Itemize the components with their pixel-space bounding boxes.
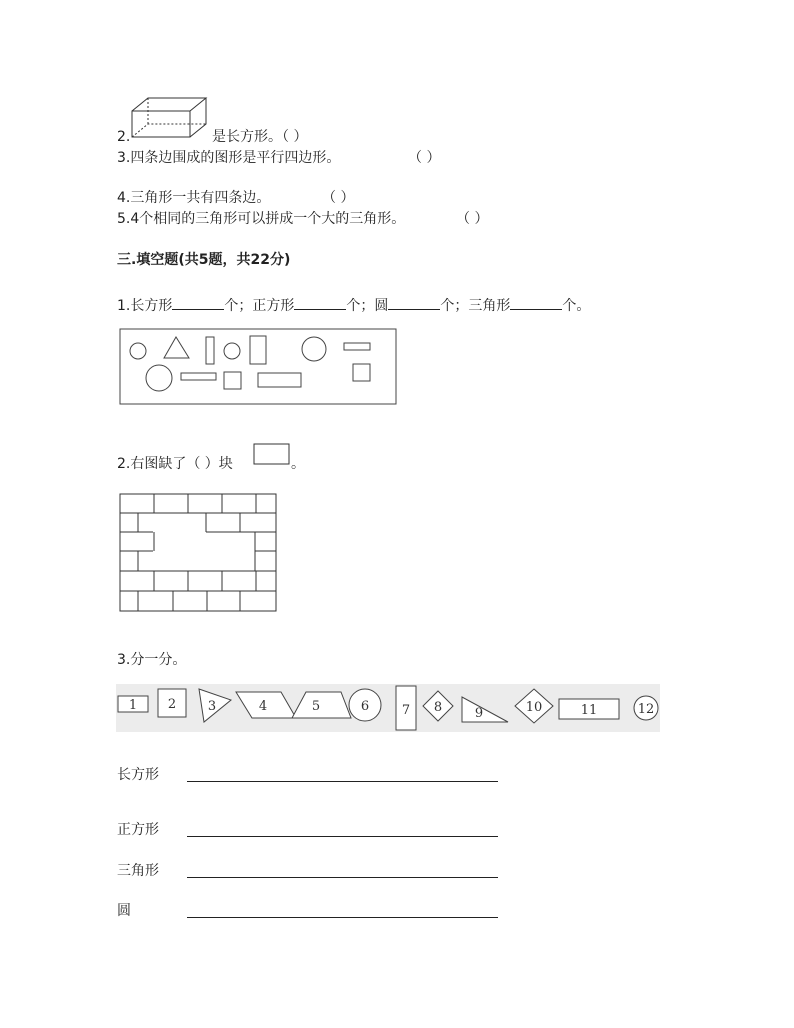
wide-rectangle: [258, 373, 301, 387]
thin-rectangle: [206, 337, 214, 364]
fill-q1-prefix: 1.长方形: [117, 298, 173, 314]
blank-4: [510, 295, 562, 310]
category-circle: 圆: [117, 903, 131, 919]
flat-rectangle-mid: [181, 373, 216, 380]
shape-label-12: 12: [637, 702, 655, 717]
fill-q1-line: [117, 295, 590, 315]
shape-label-7: 7: [401, 703, 411, 718]
category-triangle: 三角形: [117, 863, 159, 879]
shape-label-9: 9: [474, 706, 484, 721]
category-square: 正方形: [117, 822, 159, 838]
blank-1: [172, 295, 224, 310]
shape-label-4: 4: [258, 699, 268, 714]
blank-3: [388, 295, 440, 310]
brick-icon: [253, 443, 291, 465]
tall-rectangle: [250, 336, 266, 364]
category-rectangle: 长方形: [117, 767, 159, 783]
fill-q3-text: 3.分一分。: [117, 652, 187, 668]
circle-medium: [302, 337, 326, 361]
flat-rectangle-top: [344, 343, 370, 350]
answer-line-square[interactable]: [187, 836, 498, 837]
judge-q3-text: 3.四条边围成的图形是平行四边形。: [117, 150, 341, 166]
circle-large: [146, 365, 172, 391]
answer-line-triangle[interactable]: [187, 877, 498, 878]
circle-small-2: [224, 343, 240, 359]
shape-label-5: 5: [311, 699, 321, 714]
judge-q3-paren: （ ）: [408, 150, 441, 166]
shapes-box-figure: [118, 327, 400, 407]
brick-wall-figure: [118, 492, 280, 614]
judge-q4-text: 4.三角形一共有四条边。: [117, 190, 271, 206]
shape-label-11: 11: [580, 703, 598, 718]
judge-q5-paren: （ ）: [456, 211, 489, 227]
triangle: [164, 337, 189, 358]
shape-label-8: 8: [433, 700, 443, 715]
shape-label-6: 6: [360, 699, 370, 714]
judge-q5-text: 5.4个相同的三角形可以拼成一个大的三角形。: [117, 211, 406, 227]
cuboid-figure: [130, 95, 210, 141]
shape-label-2: 2: [167, 697, 177, 712]
answer-line-rectangle[interactable]: [187, 781, 498, 782]
numbered-shapes-strip: [116, 684, 660, 732]
judge-q2-number: 2.: [117, 129, 131, 145]
fill-q1-part1: 个；正方形: [224, 298, 295, 314]
shape-label-1: 1: [128, 698, 138, 713]
square-right: [353, 364, 370, 381]
judge-q2-text: 是长方形。（ ）: [212, 129, 308, 145]
shape-label-10: 10: [525, 700, 543, 715]
shape-label-3: 3: [207, 699, 217, 714]
fill-q2-text: 2.右图缺了（ ）块: [117, 456, 233, 472]
section-heading: 三.填空题(共5题，共22分): [117, 252, 291, 268]
fill-q1-part3: 个；三角形: [440, 298, 511, 314]
fill-q2-end: 。: [291, 456, 305, 472]
square-mid: [224, 372, 241, 389]
blank-2: [294, 295, 346, 310]
circle-small-1: [130, 343, 146, 359]
answer-line-circle[interactable]: [187, 917, 498, 918]
fill-q1-part2: 个；圆: [346, 298, 389, 314]
fill-q1-part4: 个。: [562, 298, 591, 314]
judge-q4-paren: （ ）: [322, 190, 355, 206]
